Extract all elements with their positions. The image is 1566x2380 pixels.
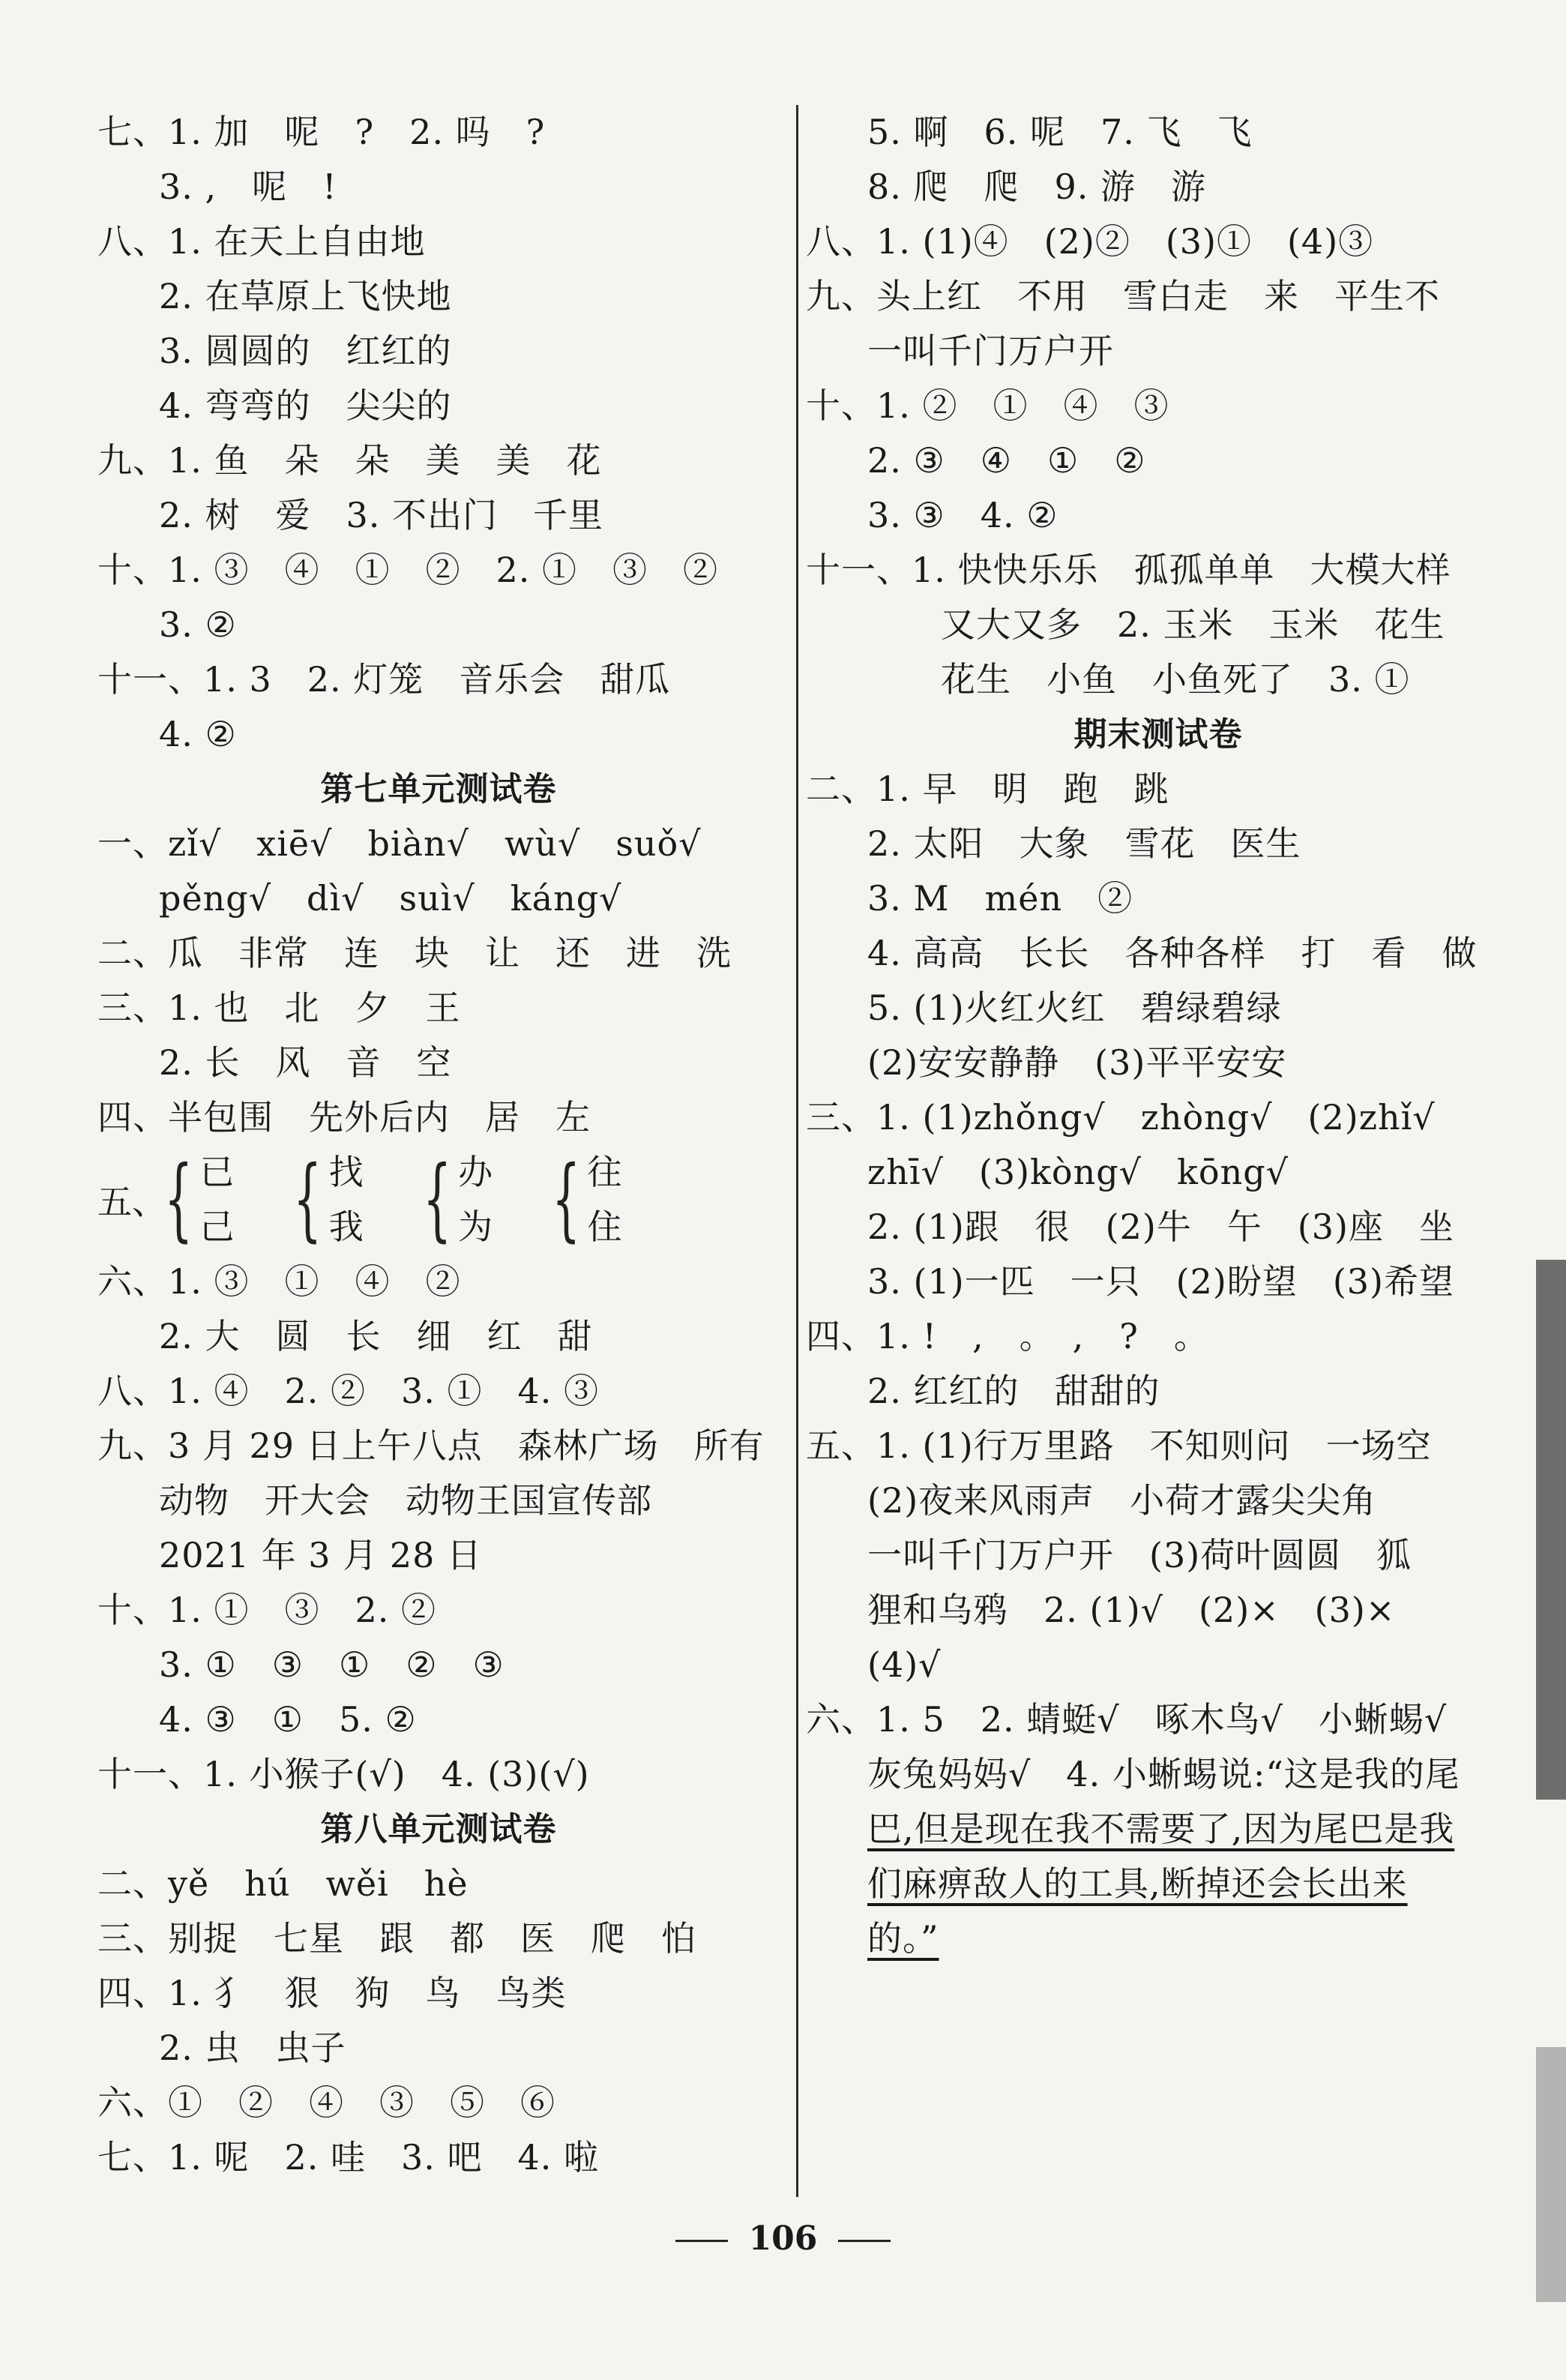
answer-text: 2. 太阳 大象 雪花 医生: [867, 823, 1301, 864]
answer-line: [806, 1200, 1511, 1254]
answer-line: [806, 433, 1511, 488]
answer-line: [97, 269, 780, 324]
brace-question-row: [97, 1145, 780, 1254]
answer-text: 十一、1. 小猴子(√) 4. (3)(√): [97, 1754, 590, 1794]
answer-line: [806, 1473, 1511, 1528]
answer-line: [806, 652, 1511, 707]
answer-line: [806, 1254, 1511, 1309]
answer-text: 2. 红红的 甜甜的: [867, 1371, 1160, 1411]
answer-line: [806, 324, 1511, 379]
section-heading: [97, 762, 780, 817]
char-pair-item: 住: [587, 1206, 622, 1247]
answer-text: 十一、1. 3 2. 灯笼 音乐会 甜瓜: [97, 659, 671, 700]
answer-line: [806, 1911, 1511, 1966]
answer-text: 4. ③ ① 5. ②: [159, 1699, 417, 1740]
answer-line: [806, 1090, 1511, 1145]
answer-text: 六、1. 5 2. 蜻蜓√ 啄木鸟√ 小蜥蜴√: [806, 1699, 1448, 1740]
answer-text: 4. ②: [159, 714, 237, 754]
answer-line: [97, 1692, 780, 1747]
answer-line: [97, 817, 780, 871]
answer-line: [97, 1419, 780, 1473]
answer-line: [806, 981, 1511, 1036]
answer-text: 二、瓜 非常 连 块 让 还 进 洗: [97, 933, 732, 973]
answer-text: 3. (1)一匹 一只 (2)盼望 (3)希望: [867, 1261, 1454, 1302]
answer-line: [97, 926, 780, 981]
page-footer: [0, 2220, 1566, 2258]
answer-line: [806, 762, 1511, 817]
answer-line: [97, 379, 780, 433]
answer-text: 七、1. 加 呢 ? 2. 吗 ?: [97, 112, 546, 152]
footer-dash-left: [675, 2240, 728, 2242]
answer-line: [97, 1254, 780, 1309]
answer-text: 的。”: [867, 1918, 939, 1959]
answer-line: [97, 1473, 780, 1528]
answer-line: [97, 1528, 780, 1583]
left-brace-symbol: {: [293, 1147, 322, 1251]
answer-line: [97, 1036, 780, 1090]
answer-text: 2. ③ ④ ① ②: [867, 440, 1146, 481]
answer-text: 六、① ② ④ ③ ⑤ ⑥: [97, 2082, 555, 2123]
answer-text: 动物 开大会 动物王国宣传部: [159, 1480, 652, 1521]
answer-text: (4)√: [867, 1644, 942, 1685]
answer-line: [97, 214, 780, 269]
answer-text: 十一、1. 快快乐乐 孤孤单单 大模大样: [806, 550, 1451, 590]
page-edge-tab: [1536, 1260, 1566, 1800]
answer-text: 四、半包围 先外后内 居 左: [97, 1097, 591, 1138]
answer-text: 二、1. 早 明 跑 跳: [806, 769, 1169, 809]
answer-line: [97, 1911, 780, 1966]
answer-text: 十、1. ② ① ④ ③: [806, 385, 1169, 426]
answer-line: [806, 1747, 1511, 1802]
section-heading-text: 第七单元测试卷: [320, 770, 557, 808]
char-pair-group: [279, 1145, 363, 1254]
answer-text: 5. (1)火红火红 碧绿碧绿: [867, 988, 1282, 1028]
answer-text: 四、1. ! , 。 , ? 。: [806, 1316, 1209, 1356]
answer-line: [806, 598, 1511, 652]
answer-line: [806, 817, 1511, 871]
answer-line: [806, 1036, 1511, 1090]
answer-text: 2. 树 爱 3. 不出门 千里: [159, 495, 604, 535]
answer-text: 2. 大 圆 长 细 红 甜: [159, 1316, 593, 1356]
answer-line: [97, 2021, 780, 2076]
column-divider: [796, 105, 798, 2197]
answer-line: [97, 488, 780, 543]
answer-text: 九、1. 鱼 朵 朵 美 美 花: [97, 440, 602, 481]
answer-text: 十、1. ③ ④ ① ② 2. ① ③ ②: [97, 550, 719, 590]
answer-text: 二、yě hú wěi hè: [97, 1863, 469, 1904]
section-heading: [97, 1802, 780, 1857]
answer-text: 8. 爬 爬 9. 游 游: [867, 166, 1207, 207]
answer-line: [97, 1090, 780, 1145]
answer-text: 3. 圆圆的 红红的: [159, 331, 452, 371]
answer-line: [97, 2130, 780, 2185]
answer-line: [806, 269, 1511, 324]
answer-line: [97, 160, 780, 214]
char-pair-item: 己: [199, 1206, 235, 1247]
answer-text: 3. ②: [159, 604, 237, 645]
answer-text: 3. M mén ②: [867, 878, 1133, 919]
left-brace-symbol: {: [164, 1147, 193, 1251]
answer-text: 4. 高高 长长 各种各样 打 看 做: [867, 933, 1478, 973]
answer-text: 九、头上红 不用 雪白走 来 平生不: [806, 276, 1440, 316]
char-pair-item: 我: [328, 1206, 364, 1247]
answer-text: 十、1. ① ③ 2. ②: [97, 1590, 437, 1630]
left-brace-symbol: {: [552, 1147, 581, 1251]
answer-text: 灰兔妈妈√ 4. 小蜥蜴说:“这是我的尾: [867, 1754, 1460, 1794]
answer-line: [806, 1145, 1511, 1200]
answer-text: (2)安安静静 (3)平平安安: [867, 1042, 1287, 1083]
answer-line: [97, 981, 780, 1036]
answer-line: [806, 926, 1511, 981]
answer-text: 2. 在草原上飞快地: [159, 276, 452, 316]
char-pair-item: 为: [458, 1206, 493, 1247]
answer-text: 七、1. 呢 2. 哇 3. 吧 4. 啦: [97, 2137, 600, 2178]
answer-line: [97, 324, 780, 379]
char-pair-group: [150, 1145, 234, 1254]
answer-text: zhī√ (3)kòng√ kōng√: [867, 1152, 1289, 1192]
char-pair-item: 已: [199, 1152, 235, 1192]
char-pair-item: 找: [328, 1152, 364, 1192]
char-pair-group: [409, 1145, 493, 1254]
answer-line: [806, 1692, 1511, 1747]
char-pair-group: [537, 1145, 621, 1254]
answer-text: 八、1. ④ 2. ② 3. ① 4. ③: [97, 1371, 600, 1411]
left-brace-symbol: {: [422, 1147, 451, 1251]
answer-text: 花生 小鱼 小鱼死了 3. ①: [941, 659, 1410, 700]
left-column: [97, 105, 780, 2185]
answer-line: [806, 105, 1511, 160]
answer-line: [97, 2076, 780, 2130]
answer-line: [97, 1638, 780, 1692]
answer-text: 2021 年 3 月 28 日: [159, 1535, 482, 1575]
answer-text: 2. (1)跟 很 (2)牛 午 (3)座 坐: [867, 1206, 1454, 1247]
answer-line: [806, 543, 1511, 598]
answer-line: [97, 543, 780, 598]
answer-text: (2)夜来风雨声 小荷才露尖尖角: [867, 1480, 1377, 1521]
section-heading-text: 第八单元测试卷: [320, 1810, 557, 1848]
answer-line: [806, 1528, 1511, 1583]
answer-text: 又大又多 2. 玉米 玉米 花生: [941, 604, 1445, 645]
answer-text: 四、1. 犭 狠 狗 鸟 鸟类: [97, 1973, 567, 2013]
section-heading-text: 期末测试卷: [1073, 715, 1243, 754]
answer-text: 五、1. (1)行万里路 不知则问 一场空: [806, 1425, 1432, 1466]
answer-text: 三、别捉 七星 跟 都 医 爬 怕: [97, 1918, 696, 1959]
answer-text: 一叫千门万户开: [867, 331, 1114, 371]
answer-line: [806, 1638, 1511, 1692]
answer-text: 三、1. (1)zhǒng√ zhòng√ (2)zhǐ√: [806, 1097, 1436, 1138]
answer-text: 们麻痹敌人的工具,断掉还会长出来: [867, 1863, 1408, 1904]
answer-line: [97, 1857, 780, 1911]
answer-text: 一叫千门万户开 (3)荷叶圆圆 狐: [867, 1535, 1412, 1575]
answer-line: [97, 1747, 780, 1802]
answer-text: 2. 长 风 音 空: [159, 1042, 452, 1083]
answer-line: [97, 598, 780, 652]
answer-line: [97, 871, 780, 926]
brace-question-label: 五、: [97, 1182, 166, 1222]
answer-text: 九、3 月 29 日上午八点 森林广场 所有: [97, 1425, 765, 1466]
answer-text: 2. 虫 虫子: [159, 2028, 346, 2068]
answer-text: 六、1. ③ ① ④ ②: [97, 1261, 461, 1302]
answer-line: [97, 652, 780, 707]
answer-text: 八、1. 在天上自由地: [97, 221, 426, 262]
answer-text: 狸和乌鸦 2. (1)√ (2)× (3)×: [867, 1590, 1396, 1630]
page-edge-shadow: [1536, 2047, 1566, 2302]
answer-line: [97, 1309, 780, 1364]
answer-line: [97, 105, 780, 160]
answer-text: 3. ③ 4. ②: [867, 495, 1058, 535]
answer-line: [97, 1583, 780, 1638]
answer-text: 巴,但是现在我不需要了,因为尾巴是我: [867, 1809, 1455, 1849]
answer-text: pěng√ dì√ suì√ káng√: [159, 878, 622, 919]
answer-line: [806, 160, 1511, 214]
answer-text: 三、1. 也 北 夕 王: [97, 988, 461, 1028]
answer-line: [806, 1583, 1511, 1638]
answer-line: [97, 1966, 780, 2021]
char-pair-item: 往: [587, 1152, 622, 1192]
answer-line: [806, 1857, 1511, 1911]
right-column: [806, 105, 1511, 1966]
answer-line: [806, 1419, 1511, 1473]
answer-text: 4. 弯弯的 尖尖的: [159, 385, 452, 426]
answer-line: [806, 1802, 1511, 1857]
answer-line: [806, 1309, 1511, 1364]
answer-line: [806, 1364, 1511, 1419]
answer-text: 一、zǐ√ xiē√ biàn√ wù√ suǒ√: [97, 823, 702, 864]
section-heading: [806, 707, 1511, 762]
answer-line: [806, 379, 1511, 433]
answer-line: [97, 707, 780, 762]
answer-line: [806, 871, 1511, 926]
footer-dash-right: [838, 2240, 891, 2242]
answer-line: [97, 1364, 780, 1419]
answer-line: [806, 214, 1511, 269]
answer-text: 3. , 呢 !: [159, 166, 337, 207]
answer-text: 5. 啊 6. 呢 7. 飞 飞: [867, 112, 1253, 152]
answer-text: 八、1. (1)④ (2)② (3)① (4)③: [806, 221, 1374, 262]
answer-text: 3. ① ③ ① ② ③: [159, 1644, 505, 1685]
char-pair-item: 办: [458, 1152, 493, 1192]
page-number: 106: [748, 2220, 818, 2258]
answer-line: [97, 433, 780, 488]
answer-line: [806, 488, 1511, 543]
